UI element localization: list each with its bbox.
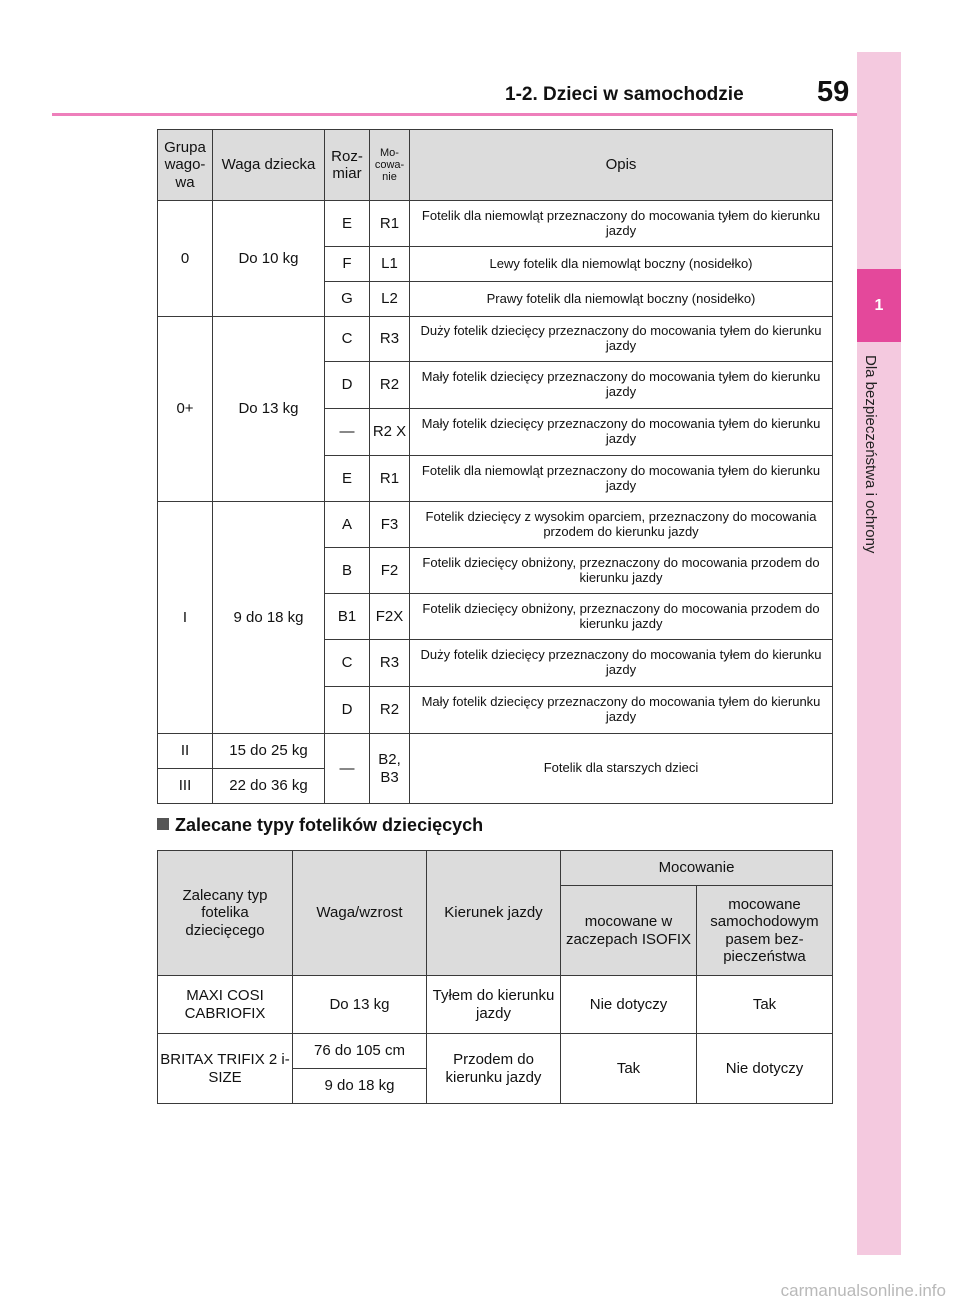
table-row [158,201,833,247]
belt-cell: Tak [697,976,833,1034]
table-row [158,317,833,362]
weight-cell: Do 10 kg [213,201,325,317]
description-cell: Fotelik dziecięcy obniżony, przeznaczony do mocowania przodem do kierunku jazdy [410,594,833,640]
mount-cell: R3 [370,640,410,687]
direction-cell: Tyłem do kierunku jazdy [427,976,561,1034]
child-seat-size-table [157,129,833,804]
description-cell: Duży fotelik dziecięcy przeznaczony do mocowania tyłem do kierunku jazdy [410,640,833,687]
weight-cell: 9 do 18 kg [213,502,325,734]
weight-cell: Do 13 kg [213,317,325,502]
watermark: carmanualsonline.info [780,1281,946,1300]
header-weight-height: Waga/wzrost [293,851,427,976]
weight-cell: 9 do 18 kg [293,1069,427,1104]
description-cell: Lewy fotelik dla niemowląt boczny (nosidełko) [410,247,833,282]
header-description: Opis [410,130,833,201]
description-cell: Prawy fotelik dla niemowląt boczny (nosidełko) [410,282,833,317]
section-title [157,815,483,836]
description-cell: Duży fotelik dziecięcy przeznaczony do mocowania tyłem do kierunku jazdy [410,317,833,362]
header-group: Grupa wago-wa [158,130,213,201]
seat-name-cell: MAXI COSI CABRIOFIX [158,976,293,1034]
size-cell: C [325,317,370,362]
mount-cell: F3 [370,502,410,548]
table-row [158,502,833,548]
isofix-cell: Tak [561,1034,697,1104]
page-number: 59 [817,76,850,108]
description-cell: Fotelik dla starszych dzieci [410,734,833,804]
mount-cell: F2 [370,548,410,594]
chapter-label: Dla bezpieczeństwa i ochrony [862,355,879,554]
header-direction: Kierunek jazdy [427,851,561,976]
mount-cell: L1 [370,247,410,282]
section-title-text: Zalecane typy fotelików dziecięcych [175,815,484,835]
group-cell: 0 [158,201,213,317]
direction-cell: Przodem do kierunku jazdy [427,1034,561,1104]
bullet-square-icon [157,818,169,830]
header-weight: Waga dziecka [213,130,325,201]
description-cell: Fotelik dziecięcy obniżony, przeznaczony do mocowania przodem do kierunku jazdy [410,548,833,594]
mount-cell: R2 [370,687,410,734]
table-row [158,1034,833,1069]
size-cell: — [325,734,370,804]
size-cell: B1 [325,594,370,640]
size-cell: D [325,687,370,734]
description-cell: Fotelik dla niemowląt przeznaczony do mocowania tyłem do kierunku jazdy [410,201,833,247]
group-cell: II [158,734,213,769]
weight-cell: Do 13 kg [293,976,427,1034]
description-cell: Mały fotelik dziecięcy przeznaczony do mocowania tyłem do kierunku jazdy [410,409,833,456]
header-mount: Mo-cowa-nie [370,130,410,201]
header-divider [52,113,857,116]
height-cell: 76 do 105 cm [293,1034,427,1069]
mount-cell: R1 [370,456,410,502]
size-cell: D [325,362,370,409]
mount-cell: R2 X [370,409,410,456]
size-cell: — [325,409,370,456]
header-mounting: Mocowanie [561,851,833,886]
recommended-seats-table [157,850,833,1104]
mount-cell: R1 [370,201,410,247]
group-cell: 0+ [158,317,213,502]
mount-cell: R2 [370,362,410,409]
size-cell: F [325,247,370,282]
section-header: 1-2. Dzieci w samochodzie [505,84,744,105]
header-seat-type: Zalecany typ fotelika dziecięcego [158,851,293,976]
mount-cell: B2, B3 [370,734,410,804]
size-cell: A [325,502,370,548]
description-cell: Fotelik dziecięcy z wysokim oparciem, przeznaczony do mocowania przodem do kierunku jazdy [410,502,833,548]
description-cell: Mały fotelik dziecięcy przeznaczony do mocowania tyłem do kierunku jazdy [410,362,833,409]
description-cell: Mały fotelik dziecięcy przeznaczony do mocowania tyłem do kierunku jazdy [410,687,833,734]
mount-cell: R3 [370,317,410,362]
size-cell: G [325,282,370,317]
size-cell: E [325,201,370,247]
size-cell: B [325,548,370,594]
table-row [158,734,833,769]
seat-name-cell: BRITAX TRIFIX 2 i-SIZE [158,1034,293,1104]
chapter-tab [857,52,901,1255]
table-row [158,976,833,1034]
header-isofix: mocowane w zaczepach ISOFIX [561,886,697,976]
group-cell: I [158,502,213,734]
isofix-cell: Nie dotyczy [561,976,697,1034]
group-cell: III [158,769,213,804]
chapter-number: 1 [857,269,901,342]
weight-cell: 15 do 25 kg [213,734,325,769]
size-cell: C [325,640,370,687]
header-belt: mocowane samochodowym pasem bez-pieczeństwa [697,886,833,976]
weight-cell: 22 do 36 kg [213,769,325,804]
description-cell: Fotelik dla niemowląt przeznaczony do mocowania tyłem do kierunku jazdy [410,456,833,502]
header-size: Roz-miar [325,130,370,201]
size-cell: E [325,456,370,502]
mount-cell: F2X [370,594,410,640]
mount-cell: L2 [370,282,410,317]
belt-cell: Nie dotyczy [697,1034,833,1104]
